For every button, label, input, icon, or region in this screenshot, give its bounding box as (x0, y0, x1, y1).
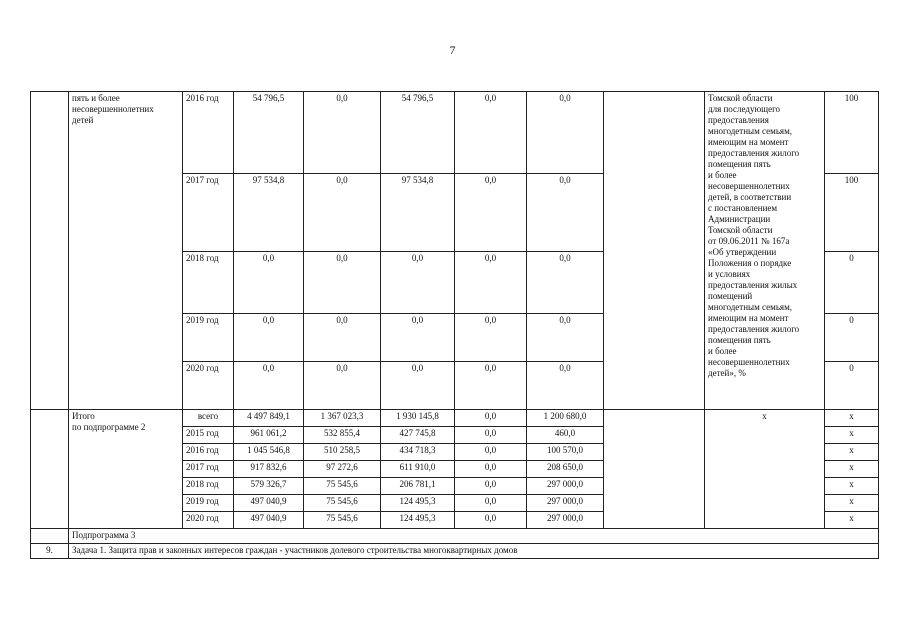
indicator-description-line: имеющим на момент (708, 137, 789, 147)
subprogram-title: Подпрограмма 3 (69, 529, 879, 544)
subprogram-header-row (31, 529, 879, 544)
table-row (31, 92, 879, 174)
amount-cell: 917 832,6 (234, 461, 304, 478)
indicator-description-line: Томской области (708, 93, 773, 103)
year-cell: 2018 год (183, 252, 234, 314)
indicator-description-line: и более (708, 170, 737, 180)
year-cell: 2018 год (183, 478, 234, 495)
amount-cell: 100 570,0 (527, 444, 604, 461)
task-text-cell: Задача 1. Защита прав и законных интересов граждан - участников долевого строительства многоквартирных домов (69, 544, 879, 559)
amount-cell: 97 272,6 (304, 461, 381, 478)
blank-cell (604, 92, 705, 410)
indicator-description-line: с постановлением (708, 203, 778, 213)
amount-cell: 510 258,5 (304, 444, 381, 461)
amount-cell: 0,0 (381, 362, 455, 410)
amount-cell: 0,0 (527, 174, 604, 252)
amount-cell: 0,0 (304, 174, 381, 252)
row-number-cell (31, 92, 69, 410)
year-cell: всего (183, 410, 234, 427)
indicator-description-line: детей», % (708, 368, 746, 378)
amount-cell: 961 061,2 (234, 427, 304, 444)
amount-cell: 0,0 (527, 92, 604, 174)
amount-cell: 0,0 (304, 362, 381, 410)
task-row (31, 544, 879, 559)
amount-cell: 0,0 (381, 252, 455, 314)
amount-cell: 0,0 (304, 252, 381, 314)
measure-name-line: пять и более (72, 93, 120, 103)
amount-cell: 0,0 (455, 461, 527, 478)
amount-cell: 0,0 (527, 314, 604, 362)
totals-name-cell (69, 410, 183, 529)
amount-cell: 0,0 (234, 362, 304, 410)
amount-cell: 208 650,0 (527, 461, 604, 478)
year-cell: 2020 год (183, 512, 234, 529)
indicator-description-line: предоставления жилого (708, 324, 800, 334)
year-cell: 2016 год (183, 444, 234, 461)
amount-cell: 0,0 (304, 314, 381, 362)
target-value-cell: х (825, 410, 879, 427)
indicator-description-line: многодетным семьям, (708, 126, 793, 136)
indicator-description-line: для последующего (708, 104, 781, 114)
task-number-cell: 9. (31, 544, 69, 559)
year-cell: 2020 год (183, 362, 234, 410)
table-row (31, 410, 879, 427)
amount-cell: 97 534,8 (234, 174, 304, 252)
amount-cell: 1 367 023,3 (304, 410, 381, 427)
amount-cell: 497 040,9 (234, 512, 304, 529)
amount-cell: 206 781,1 (381, 478, 455, 495)
table-body (31, 92, 879, 559)
indicator-description-line: предоставления жилого (708, 148, 800, 158)
amount-cell: 0,0 (455, 478, 527, 495)
target-value-cell: х (825, 512, 879, 529)
target-value-cell: 100 (825, 92, 879, 174)
totals-description-cell: х (705, 410, 825, 529)
indicator-description-line: несовершеннолетних (708, 357, 790, 367)
amount-cell: 54 796,5 (381, 92, 455, 174)
blank-cell (604, 410, 705, 529)
amount-cell: 0,0 (455, 410, 527, 427)
amount-cell: 0,0 (234, 314, 304, 362)
amount-cell: 54 796,5 (234, 92, 304, 174)
indicator-description-line: предоставления (708, 115, 769, 125)
amount-cell: 0,0 (455, 314, 527, 362)
amount-cell: 0,0 (455, 174, 527, 252)
row-number-cell (31, 410, 69, 529)
indicator-description-line: помещений (708, 291, 753, 301)
indicator-description-line: от 09.06.2011 № 167а (708, 236, 790, 246)
target-value-cell: х (825, 495, 879, 512)
amount-cell: 0,0 (455, 444, 527, 461)
indicator-description-cell (705, 92, 825, 410)
target-value-cell: х (825, 427, 879, 444)
amount-cell: 497 040,9 (234, 495, 304, 512)
amount-cell: 75 545,6 (304, 478, 381, 495)
amount-cell: 1 045 546,8 (234, 444, 304, 461)
target-value-cell: х (825, 461, 879, 478)
amount-cell: 1 930 145,8 (381, 410, 455, 427)
target-value-cell: 0 (825, 314, 879, 362)
year-cell: 2017 год (183, 174, 234, 252)
amount-cell: 532 855,4 (304, 427, 381, 444)
target-value-cell: х (825, 478, 879, 495)
indicator-description-line: несовершеннолетних (708, 181, 790, 191)
amount-cell: 0,0 (455, 252, 527, 314)
amount-cell: 0,0 (304, 92, 381, 174)
amount-cell: 0,0 (234, 252, 304, 314)
target-value-cell: х (825, 444, 879, 461)
target-value-cell: 0 (825, 362, 879, 410)
amount-cell: 0,0 (527, 252, 604, 314)
amount-cell: 579 326,7 (234, 478, 304, 495)
indicator-description-line: и более (708, 346, 737, 356)
indicator-description-line: Положения о порядке (708, 258, 792, 268)
indicator-description-line: имеющим на момент (708, 313, 789, 323)
indicator-description-line: помещения пять (708, 335, 771, 345)
amount-cell: 434 718,3 (381, 444, 455, 461)
measure-name-cell (69, 92, 183, 410)
amount-cell: 297 000,0 (527, 512, 604, 529)
amount-cell: 611 910,0 (381, 461, 455, 478)
amount-cell: 1 200 680,0 (527, 410, 604, 427)
year-cell: 2015 год (183, 427, 234, 444)
indicator-description-line: Администрации (708, 214, 771, 224)
amount-cell: 0,0 (455, 362, 527, 410)
amount-cell: 297 000,0 (527, 495, 604, 512)
amount-cell: 0,0 (381, 314, 455, 362)
amount-cell: 4 497 849,1 (234, 410, 304, 427)
year-cell: 2017 год (183, 461, 234, 478)
amount-cell: 97 534,8 (381, 174, 455, 252)
amount-cell: 75 545,6 (304, 495, 381, 512)
amount-cell: 427 745,8 (381, 427, 455, 444)
amount-cell: 0,0 (527, 362, 604, 410)
measure-name-line: детей (72, 115, 94, 125)
indicator-description-line: Томской области (708, 225, 773, 235)
indicator-description-line: помещения пять (708, 159, 771, 169)
indicator-description-line: и условиях (708, 269, 751, 279)
amount-cell: 124 495,3 (381, 512, 455, 529)
amount-cell: 0,0 (455, 495, 527, 512)
row-number-cell (31, 529, 69, 544)
year-cell: 2016 год (183, 92, 234, 174)
target-value-cell: 0 (825, 252, 879, 314)
amount-cell: 0,0 (455, 92, 527, 174)
indicator-description-line: многодетным семьям, (708, 302, 793, 312)
amount-cell: 0,0 (455, 512, 527, 529)
amount-cell: 0,0 (455, 427, 527, 444)
indicator-description-line: «Об утверждении (708, 247, 777, 257)
amount-cell: 297 000,0 (527, 478, 604, 495)
amount-cell: 75 545,6 (304, 512, 381, 529)
measure-name-line: несовершеннолетних (72, 104, 154, 114)
target-value-cell: 100 (825, 174, 879, 252)
year-cell: 2019 год (183, 314, 234, 362)
amount-cell: 124 495,3 (381, 495, 455, 512)
totals-name-line: по подпрограмме 2 (72, 422, 146, 432)
year-cell: 2019 год (183, 495, 234, 512)
page-number: 7 (449, 43, 456, 57)
amount-cell: 460,0 (527, 427, 604, 444)
indicator-description-line: детей, в соответствии (708, 192, 792, 202)
program-table (30, 91, 879, 559)
totals-name-line: Итого (72, 411, 95, 421)
indicator-description-line: предоставления жилых (708, 280, 798, 290)
